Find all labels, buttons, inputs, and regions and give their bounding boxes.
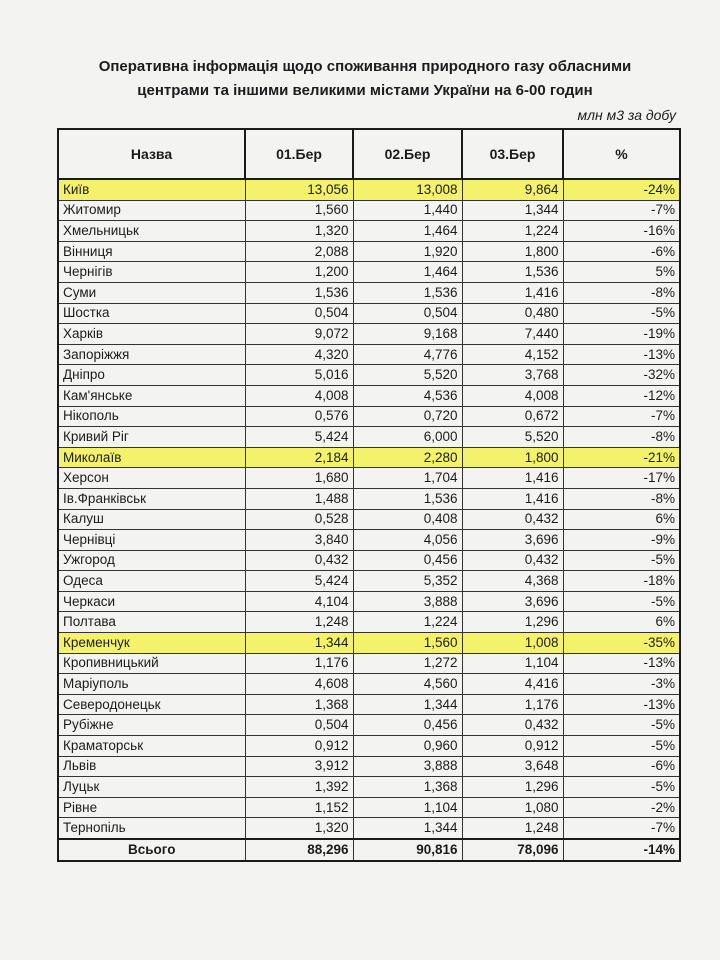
city-name-cell: Харків <box>58 324 245 345</box>
table-row <box>58 509 680 530</box>
value-date-3-cell: 1,416 <box>462 488 563 509</box>
value-date-3-cell: 1,104 <box>462 653 563 674</box>
percent-change-cell: -13% <box>563 653 680 674</box>
document-title <box>40 55 690 103</box>
value-date-1-cell: 0,432 <box>245 550 353 571</box>
total-percent: -14% <box>563 839 680 861</box>
value-date-2-cell: 3,888 <box>353 756 462 777</box>
value-date-2-cell: 0,504 <box>353 303 462 324</box>
city-name-cell: Ужгород <box>58 550 245 571</box>
table-row <box>58 365 680 386</box>
city-name-cell: Нікополь <box>58 406 245 427</box>
value-date-2-cell: 1,560 <box>353 633 462 654</box>
percent-change-cell: -6% <box>563 756 680 777</box>
city-name-cell: Кривий Ріг <box>58 427 245 448</box>
value-date-1-cell: 0,528 <box>245 509 353 530</box>
value-date-3-cell: 4,152 <box>462 344 563 365</box>
total-date-3: 78,096 <box>462 839 563 861</box>
table-body <box>58 179 680 839</box>
header-date-1: 01.Бер <box>245 129 353 179</box>
value-date-3-cell: 1,416 <box>462 282 563 303</box>
value-date-3-cell: 3,696 <box>462 591 563 612</box>
header-percent: % <box>563 129 680 179</box>
table-row <box>58 818 680 839</box>
table-row <box>58 447 680 468</box>
value-date-2-cell: 5,352 <box>353 571 462 592</box>
percent-change-cell: -12% <box>563 385 680 406</box>
city-name-cell: Шостка <box>58 303 245 324</box>
percent-change-cell: -5% <box>563 550 680 571</box>
value-date-3-cell: 0,480 <box>462 303 563 324</box>
value-date-1-cell: 9,072 <box>245 324 353 345</box>
value-date-3-cell: 0,912 <box>462 736 563 757</box>
value-date-3-cell: 0,672 <box>462 406 563 427</box>
city-name-cell: Львів <box>58 756 245 777</box>
city-name-cell: Дніпро <box>58 365 245 386</box>
value-date-1-cell: 2,088 <box>245 241 353 262</box>
table-row <box>58 550 680 571</box>
city-name-cell: Полтава <box>58 612 245 633</box>
value-date-2-cell: 0,720 <box>353 406 462 427</box>
value-date-1-cell: 1,536 <box>245 282 353 303</box>
value-date-2-cell: 1,464 <box>353 262 462 283</box>
city-name-cell: Чернівці <box>58 530 245 551</box>
percent-change-cell: -13% <box>563 694 680 715</box>
percent-change-cell: 6% <box>563 612 680 633</box>
value-date-3-cell: 1,536 <box>462 262 563 283</box>
units-label: млн м3 за добу <box>577 107 676 123</box>
title-line-1: Оперативна інформація щодо споживання природного газу обласними <box>98 58 632 75</box>
table-row <box>58 262 680 283</box>
city-name-cell: Рубіжне <box>58 715 245 736</box>
percent-change-cell: -19% <box>563 324 680 345</box>
city-name-cell: Маріуполь <box>58 674 245 695</box>
value-date-3-cell: 5,520 <box>462 427 563 448</box>
value-date-2-cell: 1,704 <box>353 468 462 489</box>
city-name-cell: Северодонецьк <box>58 694 245 715</box>
value-date-1-cell: 4,320 <box>245 344 353 365</box>
value-date-1-cell: 1,368 <box>245 694 353 715</box>
percent-change-cell: -8% <box>563 488 680 509</box>
percent-change-cell: -13% <box>563 344 680 365</box>
value-date-1-cell: 4,608 <box>245 674 353 695</box>
percent-change-cell: -2% <box>563 797 680 818</box>
value-date-1-cell: 4,008 <box>245 385 353 406</box>
value-date-3-cell: 3,648 <box>462 756 563 777</box>
value-date-2-cell: 1,920 <box>353 241 462 262</box>
percent-change-cell: -24% <box>563 179 680 200</box>
value-date-1-cell: 1,200 <box>245 262 353 283</box>
header-name: Назва <box>58 129 245 179</box>
table-row <box>58 674 680 695</box>
value-date-1-cell: 3,840 <box>245 530 353 551</box>
table-row <box>58 344 680 365</box>
value-date-3-cell: 4,416 <box>462 674 563 695</box>
value-date-2-cell: 1,536 <box>353 488 462 509</box>
value-date-2-cell: 4,560 <box>353 674 462 695</box>
percent-change-cell: -8% <box>563 282 680 303</box>
table-row <box>58 200 680 221</box>
value-date-1-cell: 1,152 <box>245 797 353 818</box>
table-row <box>58 612 680 633</box>
table-row <box>58 797 680 818</box>
table-row <box>58 591 680 612</box>
percent-change-cell: 6% <box>563 509 680 530</box>
city-name-cell: Луцьк <box>58 777 245 798</box>
value-date-2-cell: 1,224 <box>353 612 462 633</box>
value-date-1-cell: 1,248 <box>245 612 353 633</box>
value-date-2-cell: 1,272 <box>353 653 462 674</box>
value-date-1-cell: 1,488 <box>245 488 353 509</box>
value-date-1-cell: 5,424 <box>245 571 353 592</box>
percent-change-cell: -35% <box>563 633 680 654</box>
percent-change-cell: -7% <box>563 818 680 839</box>
percent-change-cell: -16% <box>563 221 680 242</box>
city-name-cell: Херсон <box>58 468 245 489</box>
total-label: Всього <box>58 839 245 861</box>
value-date-1-cell: 1,320 <box>245 818 353 839</box>
value-date-1-cell: 1,176 <box>245 653 353 674</box>
value-date-2-cell: 0,456 <box>353 715 462 736</box>
value-date-1-cell: 3,912 <box>245 756 353 777</box>
value-date-3-cell: 1,224 <box>462 221 563 242</box>
city-name-cell: Краматорськ <box>58 736 245 757</box>
table-row <box>58 282 680 303</box>
table-row <box>58 427 680 448</box>
title-line-2: центрами та іншими великими містами України на 6-00 годин <box>137 82 593 99</box>
table-row <box>58 468 680 489</box>
value-date-1-cell: 0,504 <box>245 303 353 324</box>
value-date-1-cell: 0,576 <box>245 406 353 427</box>
city-name-cell: Кременчук <box>58 633 245 654</box>
value-date-3-cell: 1,800 <box>462 447 563 468</box>
header-date-3: 03.Бер <box>462 129 563 179</box>
percent-change-cell: -21% <box>563 447 680 468</box>
value-date-3-cell: 3,696 <box>462 530 563 551</box>
table-row <box>58 406 680 427</box>
table-row <box>58 756 680 777</box>
city-name-cell: Одеса <box>58 571 245 592</box>
value-date-2-cell: 0,408 <box>353 509 462 530</box>
value-date-3-cell: 9,864 <box>462 179 563 200</box>
table-header-row <box>58 129 680 179</box>
value-date-2-cell: 4,056 <box>353 530 462 551</box>
value-date-2-cell: 2,280 <box>353 447 462 468</box>
percent-change-cell: -8% <box>563 427 680 448</box>
total-date-2: 90,816 <box>353 839 462 861</box>
city-name-cell: Хмельницьк <box>58 221 245 242</box>
value-date-3-cell: 4,368 <box>462 571 563 592</box>
value-date-2-cell: 13,008 <box>353 179 462 200</box>
table-row <box>58 571 680 592</box>
value-date-3-cell: 0,432 <box>462 509 563 530</box>
value-date-2-cell: 1,368 <box>353 777 462 798</box>
total-date-1: 88,296 <box>245 839 353 861</box>
city-name-cell: Ів.Франківськ <box>58 488 245 509</box>
value-date-3-cell: 1,080 <box>462 797 563 818</box>
value-date-3-cell: 0,432 <box>462 550 563 571</box>
percent-change-cell: -5% <box>563 777 680 798</box>
value-date-2-cell: 1,344 <box>353 818 462 839</box>
city-name-cell: Київ <box>58 179 245 200</box>
city-name-cell: Кропивницький <box>58 653 245 674</box>
value-date-3-cell: 1,296 <box>462 777 563 798</box>
table-row <box>58 530 680 551</box>
value-date-3-cell: 4,008 <box>462 385 563 406</box>
city-name-cell: Суми <box>58 282 245 303</box>
table-row <box>58 715 680 736</box>
percent-change-cell: -17% <box>563 468 680 489</box>
value-date-2-cell: 6,000 <box>353 427 462 448</box>
table-row <box>58 694 680 715</box>
table-row <box>58 488 680 509</box>
city-name-cell: Чернігів <box>58 262 245 283</box>
value-date-3-cell: 1,800 <box>462 241 563 262</box>
value-date-2-cell: 1,440 <box>353 200 462 221</box>
value-date-1-cell: 0,504 <box>245 715 353 736</box>
percent-change-cell: -9% <box>563 530 680 551</box>
value-date-2-cell: 4,776 <box>353 344 462 365</box>
city-name-cell: Черкаси <box>58 591 245 612</box>
value-date-2-cell: 9,168 <box>353 324 462 345</box>
value-date-1-cell: 2,184 <box>245 447 353 468</box>
percent-change-cell: -6% <box>563 241 680 262</box>
percent-change-cell: -5% <box>563 736 680 757</box>
value-date-1-cell: 1,344 <box>245 633 353 654</box>
value-date-2-cell: 0,960 <box>353 736 462 757</box>
percent-change-cell: -7% <box>563 200 680 221</box>
value-date-3-cell: 1,248 <box>462 818 563 839</box>
gas-consumption-table <box>57 128 681 862</box>
value-date-1-cell: 13,056 <box>245 179 353 200</box>
percent-change-cell: -3% <box>563 674 680 695</box>
value-date-2-cell: 1,104 <box>353 797 462 818</box>
percent-change-cell: -5% <box>563 591 680 612</box>
percent-change-cell: -32% <box>563 365 680 386</box>
value-date-3-cell: 0,432 <box>462 715 563 736</box>
city-name-cell: Запоріжжя <box>58 344 245 365</box>
value-date-3-cell: 3,768 <box>462 365 563 386</box>
table-row <box>58 241 680 262</box>
value-date-1-cell: 1,320 <box>245 221 353 242</box>
table-row <box>58 777 680 798</box>
value-date-1-cell: 5,016 <box>245 365 353 386</box>
percent-change-cell: -5% <box>563 303 680 324</box>
percent-change-cell: -7% <box>563 406 680 427</box>
value-date-3-cell: 1,416 <box>462 468 563 489</box>
city-name-cell: Кам'янське <box>58 385 245 406</box>
value-date-3-cell: 7,440 <box>462 324 563 345</box>
value-date-2-cell: 1,464 <box>353 221 462 242</box>
value-date-3-cell: 1,296 <box>462 612 563 633</box>
table-row <box>58 385 680 406</box>
value-date-1-cell: 0,912 <box>245 736 353 757</box>
city-name-cell: Калуш <box>58 509 245 530</box>
value-date-2-cell: 0,456 <box>353 550 462 571</box>
table-row <box>58 653 680 674</box>
value-date-2-cell: 1,536 <box>353 282 462 303</box>
table-row <box>58 324 680 345</box>
value-date-2-cell: 1,344 <box>353 694 462 715</box>
percent-change-cell: -18% <box>563 571 680 592</box>
city-name-cell: Вінниця <box>58 241 245 262</box>
table-row <box>58 221 680 242</box>
value-date-3-cell: 1,008 <box>462 633 563 654</box>
value-date-2-cell: 3,888 <box>353 591 462 612</box>
percent-change-cell: 5% <box>563 262 680 283</box>
table-row <box>58 179 680 200</box>
value-date-2-cell: 5,520 <box>353 365 462 386</box>
value-date-1-cell: 1,560 <box>245 200 353 221</box>
city-name-cell: Рівне <box>58 797 245 818</box>
table-row <box>58 633 680 654</box>
table-row <box>58 303 680 324</box>
value-date-1-cell: 1,680 <box>245 468 353 489</box>
city-name-cell: Житомир <box>58 200 245 221</box>
value-date-3-cell: 1,176 <box>462 694 563 715</box>
percent-change-cell: -5% <box>563 715 680 736</box>
value-date-3-cell: 1,344 <box>462 200 563 221</box>
city-name-cell: Миколаїв <box>58 447 245 468</box>
value-date-1-cell: 4,104 <box>245 591 353 612</box>
table-row <box>58 736 680 757</box>
total-row <box>58 839 680 861</box>
value-date-1-cell: 5,424 <box>245 427 353 448</box>
city-name-cell: Тернопіль <box>58 818 245 839</box>
value-date-1-cell: 1,392 <box>245 777 353 798</box>
value-date-2-cell: 4,536 <box>353 385 462 406</box>
header-date-2: 02.Бер <box>353 129 462 179</box>
